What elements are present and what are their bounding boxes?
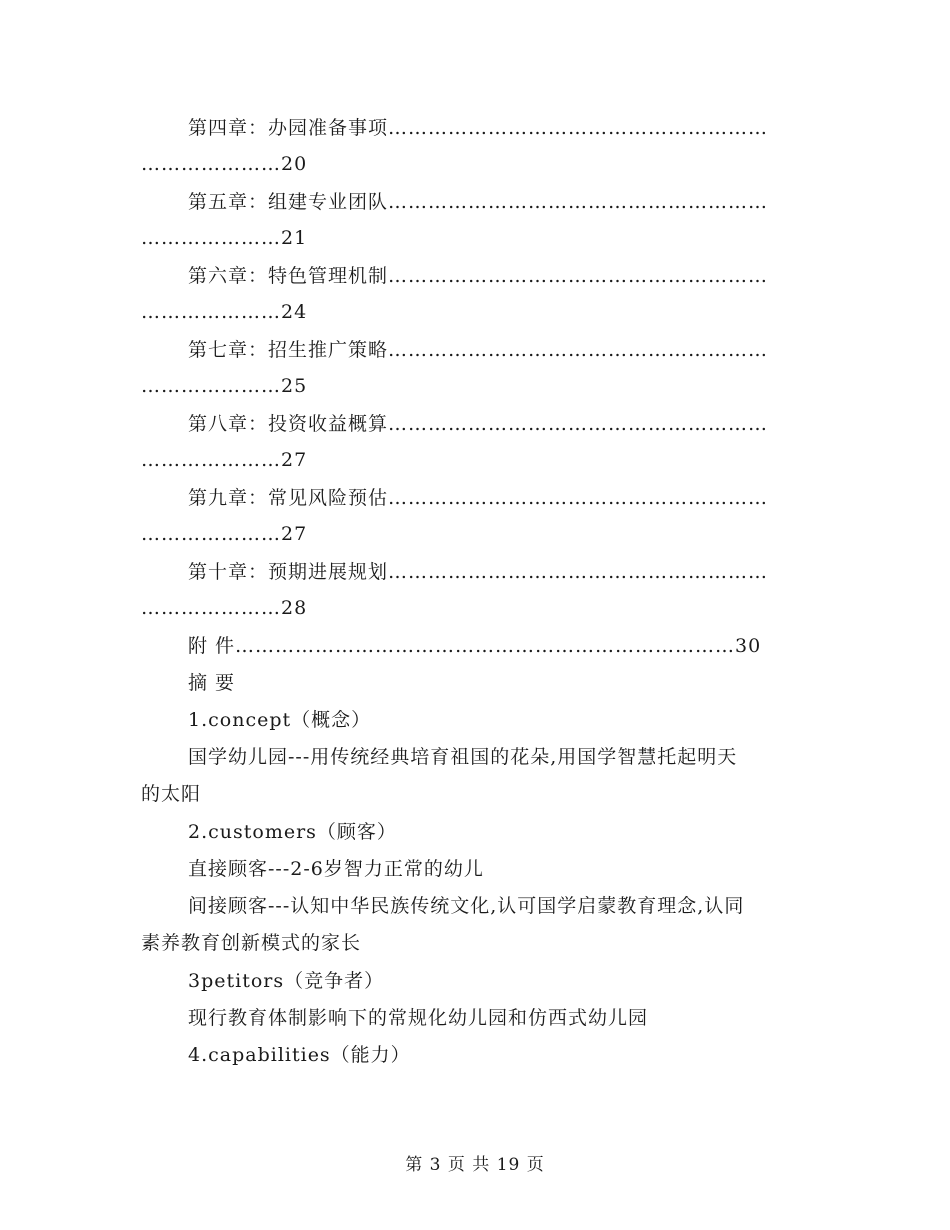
capabilities-title: 4.capabilities（能力）	[188, 1044, 411, 1066]
toc-entry-chapter-7: 第七章：招生推广策略…………………………………………………	[188, 339, 769, 361]
customers-title: 2.customers（顾客）	[188, 821, 397, 843]
customers-indirect: 间接顾客---认知中华民族传统文化,认可国学启蒙教育理念,认同	[188, 895, 745, 917]
competitors-title: 3petitors（竞争者）	[188, 970, 385, 992]
page-number-footer: 第 3 页 共 19 页	[405, 1155, 545, 1175]
toc-entry-chapter-6: 第六章：特色管理机制…………………………………………………	[188, 265, 769, 287]
toc-entry-chapter-5-page: …………………21	[141, 227, 308, 249]
toc-entry-chapter-8-page: …………………27	[141, 449, 308, 471]
toc-entry-chapter-5: 第五章：组建专业团队…………………………………………………	[188, 191, 769, 213]
toc-entry-chapter-4: 第四章：办园准备事项…………………………………………………	[188, 117, 769, 139]
competitors-text: 现行教育体制影响下的常规化幼儿园和仿西式幼儿园	[188, 1007, 649, 1029]
toc-entry-appendix: 附 件…………………………………………………………………30	[188, 635, 762, 657]
toc-entry-chapter-7-page: …………………25	[141, 375, 308, 397]
concept-title: 1.concept（概念）	[188, 709, 372, 731]
summary-heading: 摘 要	[188, 672, 236, 694]
concept-text: 国学幼儿园---用传统经典培育祖国的花朵,用国学智慧托起明天	[188, 746, 738, 768]
toc-entry-chapter-6-page: …………………24	[141, 301, 308, 323]
customers-direct: 直接顾客---2-6岁智力正常的幼儿	[188, 858, 484, 880]
toc-entry-chapter-10-page: …………………28	[141, 597, 308, 619]
toc-entry-chapter-8: 第八章：投资收益概算…………………………………………………	[188, 413, 769, 435]
toc-entry-chapter-4-page: …………………20	[141, 153, 308, 175]
toc-entry-chapter-9: 第九章：常见风险预估…………………………………………………	[188, 487, 769, 509]
concept-text-continued: 的太阳	[141, 783, 202, 805]
toc-entry-chapter-9-page: …………………27	[141, 523, 308, 545]
customers-indirect-continued: 素养教育创新模式的家长	[141, 932, 362, 954]
toc-entry-chapter-10: 第十章：预期进展规划…………………………………………………	[188, 561, 769, 583]
